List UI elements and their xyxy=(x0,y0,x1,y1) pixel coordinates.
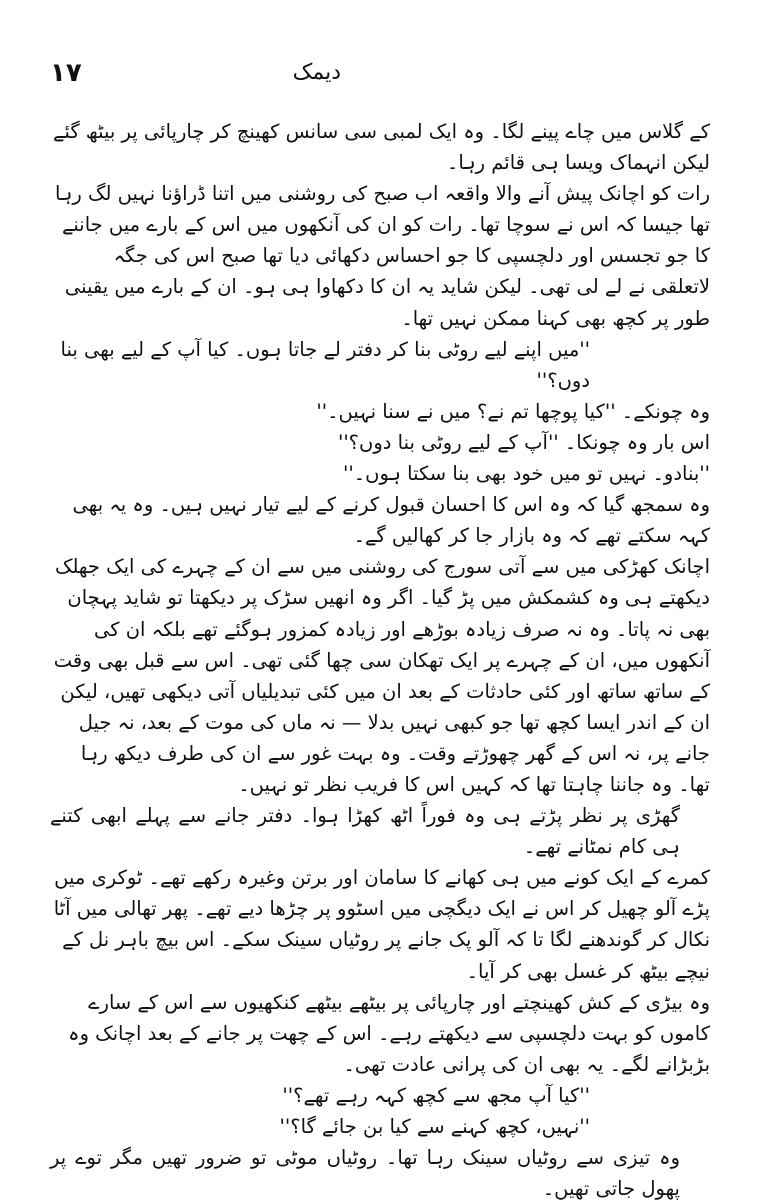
paragraph: گھڑی پر نظر پڑتے ہی وہ فوراً اٹھ کھڑا ہوا۔ دفتر جانے سے پہلے ابھی کتنے ہی کام نمٹانے تھے۔ xyxy=(50,804,680,859)
page-header xyxy=(40,58,721,98)
dialogue-line: اس بار وہ چونکا۔ ''آپ کے لیے روٹی بنا دوں؟'' xyxy=(337,430,710,454)
page-number: ١٧ xyxy=(50,58,82,88)
dialogue-line: ''میں اپنے لیے روٹی بنا کر دفتر لے جاتا ہوں۔ کیا آپ کے لیے بھی بنا دوں؟'' xyxy=(60,337,590,392)
dialogue-line: ''نہیں، کچھ کہنے سے کیا بن جائے گا؟'' xyxy=(279,1115,590,1138)
paragraph: وہ سمجھ گیا کہ وہ اس کا احسان قبول کرنے کے لیے تیار نہیں ہیں۔ وہ یہ بھی کہہ سکتے تھے کہ وہ بازار جا کر کھالیں گے۔ xyxy=(72,493,710,548)
paragraph: رات کو اچانک پیش آنے والا واقعہ اب صبح کی روشنی میں اتنا ڈراؤنا نہیں لگ رہا تھا جیسا کہ اس نے سوچا تھا۔ رات کو ان کی آنکھوں میں اس کے بارے میں جاننے کا جو تجسس اور دلچسپی کا جو احساس دکھائی دیا تھا صبح اس کی جگہ لاتعلقی نے لے لی تھی۔ لیکن شاید یہ ان کا دکھاوا ہی ہو۔ ان کے بارے میں یقینی طور پر کچھ بھی کہنا ممکن نہیں تھا۔ xyxy=(55,182,710,330)
dialogue-line: وہ چونکے۔ ''کیا پوچھا تم نے؟ میں نے سنا نہیں۔'' xyxy=(316,399,710,423)
paragraph: اچانک کھڑکی میں سے آتی سورج کی روشنی میں سے ان کے چہرے کی ایک جھلک دیکھتے ہی وہ کشمکش میں پڑ گیا۔ اگر وہ انھیں سڑک پر دیکھتا تو شاید پہچان بھی نہ پاتا۔ وہ نہ صرف زیادہ بوڑھے اور زیادہ کمزور ہوگئے تھے بلکہ ان کی آنکھوں میں، ان کے چہرے پر ایک تھکان سی چھا گئی تھی۔ اس سے قبل بھی وقت کے ساتھ ساتھ اور کئی حادثات کے بعد ان میں کئی تبدیلیاں آتی دیکھی تھیں، لیکن ان کے اندر ایسا کچھ تھا جو کبھی نہیں بدلا — نہ ماں کی موت کے بعد، نہ جیل جانے پر، نہ اس کے گھر چھوڑتے وقت۔ وہ بہت غور سے ان کی طرف دیکھ رہا تھا۔ وہ جاننا چاہتا تھا کہ کہیں اس کا فریب نظر تو نہیں۔ xyxy=(53,555,710,796)
paragraph: کے گلاس میں چاے پینے لگا۔ وہ ایک لمبی سی سانس کھینچ کر چارپائی پر بیٹھ گئے لیکن انہماک ویسا ہی قائم رہا۔ xyxy=(53,120,710,175)
dialogue-line: ''بنادو۔ نہیں تو میں خود بھی بنا سکتا ہوں۔'' xyxy=(343,462,710,486)
dialogue-line: ''کیا آپ مجھ سے کچھ کہہ رہے تھے؟'' xyxy=(282,1083,590,1107)
paragraph: وہ تیزی سے روٹیاں سینک رہا تھا۔ روٹیاں موٹی تو ضرور تھیں مگر توے پر پھول جاتی تھیں۔ xyxy=(50,1146,680,1201)
paragraph: وہ بیڑی کے کش کھینچتے اور چارپائی پر بیٹھے بیٹھے کنکھیوں سے اس کے سارے کاموں کو بہت دلچسپی سے دیکھتے رہے۔ اس کے چھت پر جانے کے بعد اچانک وہ بڑبڑانے لگے۔ یہ بھی ان کی پرانی عادت تھی۔ xyxy=(68,990,710,1076)
running-title: دیمک xyxy=(292,60,341,85)
paragraph: کمرے کے ایک کونے میں ہی کھانے کا سامان اور برتن وغیرہ رکھے تھے۔ ٹوکری میں پڑے آلو چھیل کر اس نے ایک دیگچی میں اسٹوو پر چڑھا دیے تھے۔ پھر تھالی میں آٹا نکال کر گوندھنے لگا تا کہ آلو پک جانے پر روٹیاں سینک سکے۔ اس بیچ باہر نل کے نیچے بیٹھ کر غسل بھی کر آیا۔ xyxy=(53,866,710,983)
body-text xyxy=(50,116,710,1204)
